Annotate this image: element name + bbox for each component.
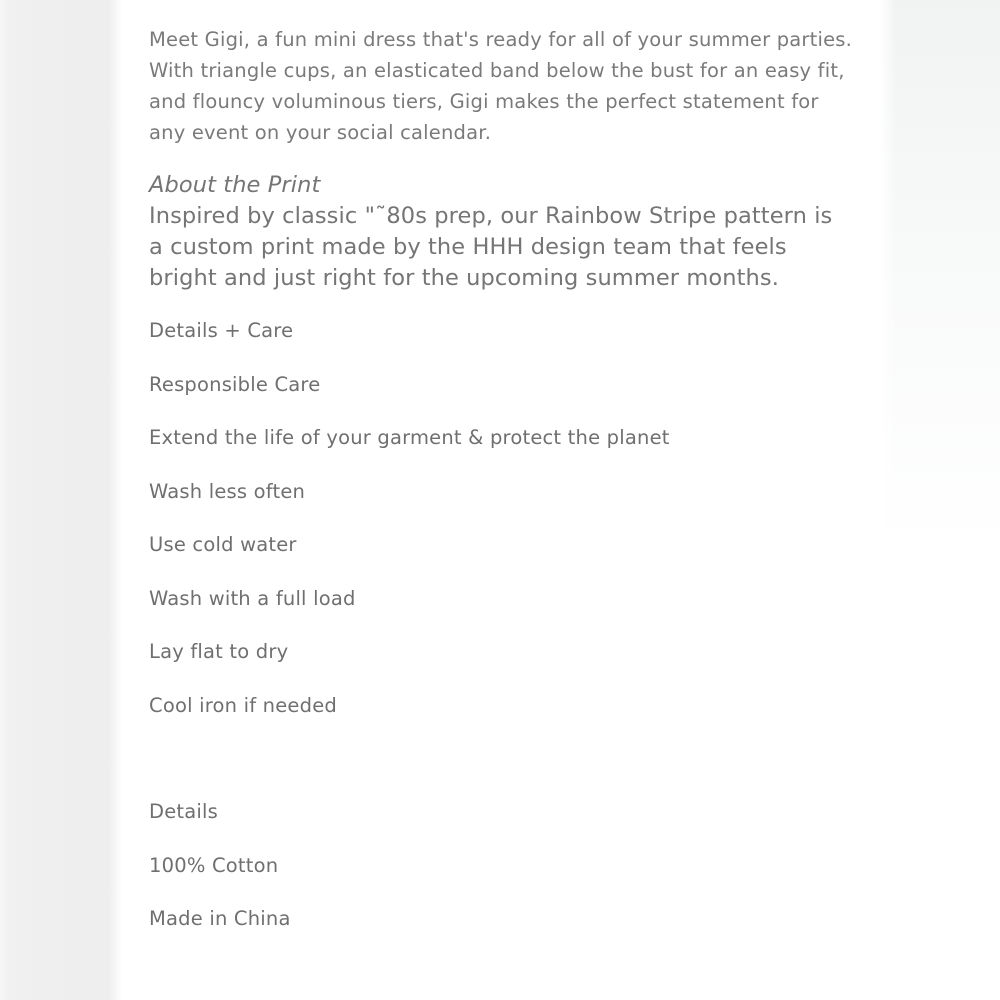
right-gutter xyxy=(880,0,1000,1000)
details-item-fabric: 100% Cotton xyxy=(149,853,279,877)
care-item-wash-less: Wash less often xyxy=(149,479,306,503)
details-heading: Details xyxy=(149,800,219,823)
description-line: With triangle cups, an elasticated band below the bust for an easy fit, xyxy=(149,59,845,82)
about-the-print-heading: About the Print xyxy=(149,172,321,198)
about-print-line: a custom print made by the HHH design team that feels xyxy=(149,234,787,260)
care-item-extend-life: Extend the life of your garment & protect the planet xyxy=(149,426,670,449)
product-description-panel xyxy=(122,0,880,1000)
care-item-lay-flat: Lay flat to dry xyxy=(149,640,289,663)
about-print-line: bright and just right for the upcoming summer months. xyxy=(149,265,779,291)
care-item-responsible-care: Responsible Care xyxy=(149,372,321,396)
description-line: Meet Gigi, a fun mini dress that's ready for all of your summer parties. xyxy=(149,28,853,51)
details-item-origin: Made in China xyxy=(149,907,291,930)
care-item-full-load: Wash with a full load xyxy=(149,586,356,610)
description-line: any event on your social calendar. xyxy=(149,121,492,144)
about-the-print-section xyxy=(149,170,870,294)
care-item-details-care: Details + Care xyxy=(149,319,294,342)
section-gap xyxy=(149,745,870,798)
product-description xyxy=(149,24,870,148)
description-line: and flouncy voluminous tiers, Gigi makes the perfect statement for xyxy=(149,90,819,113)
about-print-line: Inspired by classic "˜80s prep, our Rainbow Stripe pattern is xyxy=(149,203,833,229)
left-gutter xyxy=(0,0,122,1000)
care-item-cold-water: Use cold water xyxy=(149,533,297,556)
care-item-cool-iron: Cool iron if needed xyxy=(149,693,337,717)
